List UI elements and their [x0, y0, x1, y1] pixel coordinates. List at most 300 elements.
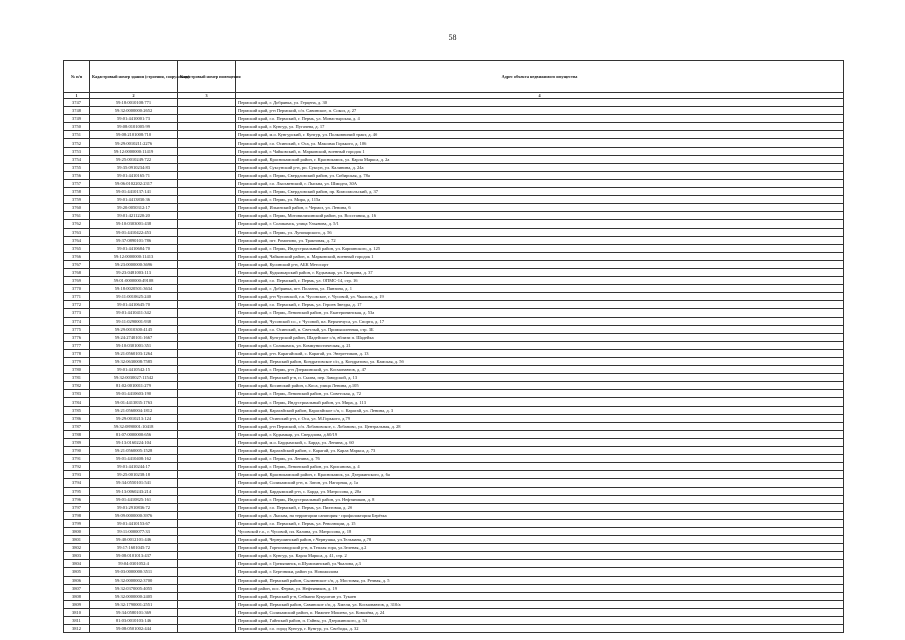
row-number-cell: 3780 — [64, 366, 90, 374]
address-cell: Пермский край, г.о. Пермский, г. Пермь, ул. Героев Звезды, д. 17 — [236, 301, 844, 309]
address-cell: Пермский край, р-н. Карагайский, с. Карагай, ул. Энергетиков, д. 13 — [236, 349, 844, 357]
cadastral-number-cell: 59:32:0890001:10418 — [90, 422, 178, 430]
table-row — [64, 236, 844, 244]
cadastral-number-cell: 59:17:1601045:72 — [90, 544, 178, 552]
table-row — [64, 438, 844, 446]
room-cadastral-cell — [178, 107, 236, 115]
row-number-cell: 3811 — [64, 617, 90, 625]
cadastral-number-cell: 59:25:0010249:722 — [90, 155, 178, 163]
row-number-cell: 3785 — [64, 406, 90, 414]
row-number-cell: 3748 — [64, 107, 90, 115]
table-row — [64, 519, 844, 527]
row-number-cell: 3784 — [64, 398, 90, 406]
room-cadastral-cell — [178, 625, 236, 633]
address-cell: Пермский край, г. Кунгур, ул. Пугачева, д. 17 — [236, 123, 844, 131]
address-cell: Пермский край, Карагайский район, Карагайское с/п, с. Карагай, ул. Ленина, д. 3 — [236, 406, 844, 414]
row-number-cell: 3750 — [64, 123, 90, 131]
cadastral-number-cell: 59:32:0030027:11542 — [90, 374, 178, 382]
cadastral-number-cell: 59:21:0560004:1812 — [90, 406, 178, 414]
address-cell: Пермский край, г. Пермь, ул. Мира, д. 115а — [236, 196, 844, 204]
address-cell: Пермский край, г. Гремячинск, п.Шумихинский, ул.Чкалова, д.3 — [236, 560, 844, 568]
table-row — [64, 115, 844, 123]
room-cadastral-cell — [178, 519, 236, 527]
cadastral-number-cell: 59:01:4410684:70 — [90, 244, 178, 252]
room-cadastral-cell — [178, 592, 236, 600]
table-row — [64, 131, 844, 139]
table-row — [64, 617, 844, 625]
cadastral-number-cell: 59:13:0160224:104 — [90, 438, 178, 446]
table-row — [64, 406, 844, 414]
row-number-cell: 3810 — [64, 608, 90, 616]
room-cadastral-cell — [178, 163, 236, 171]
cadastral-number-cell: 59:18:0010108:771 — [90, 99, 178, 107]
address-cell: Пермский край, г. Пермь, Свердловский район, ул. Сибирская, д. 78а — [236, 171, 844, 179]
table-row — [64, 536, 844, 544]
cadastral-number-cell: 59:01:4413830:36 — [90, 196, 178, 204]
row-number-cell: 3773 — [64, 309, 90, 317]
row-number-cell: 3802 — [64, 544, 90, 552]
table-row — [64, 244, 844, 252]
address-cell: Пермский край, Пермский р-н, Сейкино Кукуштан ул. Тукаев — [236, 592, 844, 600]
table-row — [64, 600, 844, 608]
room-cadastral-cell — [178, 552, 236, 560]
table-row — [64, 560, 844, 568]
row-number-cell: 3807 — [64, 584, 90, 592]
table-row — [64, 268, 844, 276]
row-number-cell: 3772 — [64, 301, 90, 309]
address-cell: Пермский край, Горнозаводский р-н, п.Теплая гора, ул.Зеленая, д.2 — [236, 544, 844, 552]
table-row — [64, 398, 844, 406]
cadastral-number-cell: 59:01:2910836:72 — [90, 503, 178, 511]
address-cell: Пермский край, Пермский район, Сылвенское с/п, д. Мостовая, ул. Речная, д. 5 — [236, 576, 844, 584]
row-number-cell: 3806 — [64, 576, 90, 584]
cadastral-number-cell: 59:01:4410825:161 — [90, 495, 178, 503]
cadastral-number-cell: 59:01:4211220:20 — [90, 212, 178, 220]
address-cell: Пермский край, г.о. Пермский, г. Пермь, ул. ОПМС-14, стр. 16 — [236, 277, 844, 285]
row-number-cell: 3752 — [64, 139, 90, 147]
cadastral-number-cell: 59:01:4410165:71 — [90, 171, 178, 179]
address-cell: Пермский край, г. Добрянка, пгт. Полазна, ул. Пянзина, д. 1 — [236, 285, 844, 293]
room-cadastral-cell — [178, 495, 236, 503]
table-row — [64, 123, 844, 131]
cadastral-number-cell: 59:29:0010213:124 — [90, 414, 178, 422]
room-cadastral-cell — [178, 390, 236, 398]
row-number-cell: 3749 — [64, 115, 90, 123]
room-cadastral-cell — [178, 188, 236, 196]
row-number-cell: 3792 — [64, 463, 90, 471]
table-row — [64, 382, 844, 390]
address-cell: Пермский край, г. Пермь, Индустриальный район, ул. Мира, д. 113 — [236, 398, 844, 406]
room-cadastral-cell — [178, 414, 236, 422]
row-number-cell: 3788 — [64, 430, 90, 438]
room-cadastral-cell — [178, 196, 236, 204]
cadastral-number-cell: 81:02:0010011:279 — [90, 382, 178, 390]
header-row-number: № п/п — [64, 61, 90, 93]
address-cell: Пермский край, г. Соликамск, улица Ульянова, д. 5/1 — [236, 220, 844, 228]
room-cadastral-cell — [178, 358, 236, 366]
table-row — [64, 333, 844, 341]
room-cadastral-cell — [178, 398, 236, 406]
address-cell: Пермский край, г.о. Пермский, г. Пермь, ул. Пихтовая, д. 2б — [236, 503, 844, 511]
room-cadastral-cell — [178, 139, 236, 147]
cadastral-number-cell: 59:23:0000000:3696 — [90, 260, 178, 268]
table-row — [64, 317, 844, 325]
row-number-cell: 3805 — [64, 568, 90, 576]
row-number-cell: 3757 — [64, 179, 90, 187]
row-number-cell: 3809 — [64, 600, 90, 608]
room-cadastral-cell — [178, 155, 236, 163]
address-cell: Пермский край, г. Пермь, Индустриальный район, ул. Нефтяников, д. 8 — [236, 495, 844, 503]
table-row — [64, 511, 844, 519]
room-cadastral-cell — [178, 123, 236, 131]
room-cadastral-cell — [178, 584, 236, 592]
address-cell: Пермский край, г.о. Пермский, г. Пермь, ул. Революции, д. 15 — [236, 519, 844, 527]
cadastral-number-cell: 59:11:0290001:938 — [90, 317, 178, 325]
cadastral-number-cell: 59:10:0301001:351 — [90, 341, 178, 349]
row-number-cell: 3796 — [64, 495, 90, 503]
table-row — [64, 349, 844, 357]
address-cell: Пермский край, м.о. Бардымский, с. Барда, ул. Ленина, д. 60 — [236, 438, 844, 446]
address-cell: Пермский край, Кунгурский район, Шадейское с/п, вблизи п. Шадейка — [236, 333, 844, 341]
column-number-3: 3 — [178, 93, 236, 99]
table-row — [64, 447, 844, 455]
cadastral-number-cell: 59:09:0000000:3976 — [90, 511, 178, 519]
address-cell: Пермский край, г. Чайковский, п. Марковский, военный городок 1 — [236, 147, 844, 155]
row-number-cell: 3812 — [64, 625, 90, 633]
table-row — [64, 576, 844, 584]
cadastral-number-cell: 59:01:4410001:73 — [90, 115, 178, 123]
address-cell: Пермский край, Бардымский р-н, с. Барда, ул. Матросова, д. 20а — [236, 487, 844, 495]
cadastral-number-cell: 59:24:2740101:1667 — [90, 333, 178, 341]
room-cadastral-cell — [178, 455, 236, 463]
row-number-cell: 3782 — [64, 382, 90, 390]
table-row — [64, 139, 844, 147]
cadastral-number-cell: 59:01:4413835:1763 — [90, 398, 178, 406]
room-cadastral-cell — [178, 171, 236, 179]
address-cell: Пермский край, Соликамский р-н, п. Затон, ул. Нагорная, д. 1а — [236, 479, 844, 487]
row-number-cell: 3763 — [64, 228, 90, 236]
room-cadastral-cell — [178, 487, 236, 495]
room-cadastral-cell — [178, 349, 236, 357]
table-row — [64, 422, 844, 430]
room-cadastral-cell — [178, 479, 236, 487]
cadastral-number-cell: 59:34:0580101:369 — [90, 608, 178, 616]
row-number-cell: 3771 — [64, 293, 90, 301]
cadastral-number-cell: 59:01:4410542:15 — [90, 366, 178, 374]
table-row — [64, 163, 844, 171]
address-cell: Пермский край, Чайковский район, п. Марковский, военный городок 1 — [236, 252, 844, 260]
row-number-cell: 3789 — [64, 438, 90, 446]
cadastral-number-cell: 59:29:0010300:4145 — [90, 325, 178, 333]
address-cell: Пермский край, г. Березники, район ул. Новожилова — [236, 568, 844, 576]
address-cell: Пермский край, г. Пермь, Ленинский район, ул. Крисанова, д. 4 — [236, 463, 844, 471]
address-cell: Пермский край, г. Соликамск, ул. Коммунистическая, д. 21 — [236, 341, 844, 349]
header-cadastral-building: Кадастровый номер здания (строения, сооружения) — [90, 61, 178, 93]
cadastral-number-cell: 59:01:4410411:342 — [90, 309, 178, 317]
room-cadastral-cell — [178, 382, 236, 390]
cadastral-number-cell: 59:08:0501002:444 — [90, 625, 178, 633]
address-cell: Пермский край, г. Пермь, Ленинский район, ул. Советская, д. 72 — [236, 390, 844, 398]
table-row — [64, 374, 844, 382]
room-cadastral-cell — [178, 260, 236, 268]
row-number-cell: 3758 — [64, 188, 90, 196]
table-row — [64, 463, 844, 471]
address-cell: Пермский край, г.о. Осинский, г. Оса, ул. Максима Горького, д. 106 — [236, 139, 844, 147]
cadastral-number-cell: 59:32:0370005:4055 — [90, 584, 178, 592]
table-row — [64, 188, 844, 196]
cadastral-number-cell: 59:32:0000000:2405 — [90, 592, 178, 600]
address-cell: Пермский край, пгт. Ромоново, ул. Трактовая, д. 72 — [236, 236, 844, 244]
room-cadastral-cell — [178, 220, 236, 228]
table-row — [64, 252, 844, 260]
room-cadastral-cell — [178, 430, 236, 438]
table-row — [64, 527, 844, 535]
room-cadastral-cell — [178, 471, 236, 479]
row-number-cell: 3768 — [64, 268, 90, 276]
room-cadastral-cell — [178, 115, 236, 123]
address-cell: Пермский край, г.о. Пермский, г. Пермь, ул. Монастырская, д. 4 — [236, 115, 844, 123]
row-number-cell: 3798 — [64, 511, 90, 519]
property-registry-table — [63, 60, 844, 633]
room-cadastral-cell — [178, 325, 236, 333]
address-cell: Пермский край, г.о. город Кунгур, г. Кунгур, ул. Свободы, д. 32 — [236, 625, 844, 633]
table-row — [64, 487, 844, 495]
row-number-cell: 3783 — [64, 390, 90, 398]
table-row — [64, 293, 844, 301]
room-cadastral-cell — [178, 236, 236, 244]
table-header-row — [64, 61, 844, 93]
address-cell: Пермский край, Суксунский р-н, рп. Суксун, ул. Калинина, д. 24а — [236, 163, 844, 171]
cadastral-number-cell: 59:01:4410408:162 — [90, 455, 178, 463]
cadastral-number-cell: 59:11:0010625:240 — [90, 293, 178, 301]
address-cell: Пермский край, г. Добрянка, ул. Герцена, д. 30 — [236, 99, 844, 107]
room-cadastral-cell — [178, 608, 236, 616]
table-row — [64, 99, 844, 107]
address-cell: Пермский край, Гайнский район, п. Гайны, ул. Дзержинского, д. 54 — [236, 617, 844, 625]
row-number-cell: 3762 — [64, 220, 90, 228]
cadastral-number-cell: 59:01:4410137:141 — [90, 188, 178, 196]
address-cell: Пермский край, г. Лысьва, на территории санатория - профилактория Берёзка — [236, 511, 844, 519]
room-cadastral-cell — [178, 293, 236, 301]
room-cadastral-cell — [178, 617, 236, 625]
room-cadastral-cell — [178, 317, 236, 325]
table-row — [64, 455, 844, 463]
header-cadastral-room: Кадастровый номер помещения — [178, 61, 236, 93]
room-cadastral-cell — [178, 447, 236, 455]
table-row — [64, 414, 844, 422]
cadastral-number-cell: 59:35:0910234:83 — [90, 163, 178, 171]
row-number-cell: 3754 — [64, 155, 90, 163]
address-cell: Пермский край, м.о. Кунгурский, г. Кунгур, ул. Полковничий тракт, д. 4б — [236, 131, 844, 139]
room-cadastral-cell — [178, 568, 236, 576]
address-cell: Чусовской г.о., г. Чусовой, пл. Калина, ул. Матросова, д. 18 — [236, 527, 844, 535]
row-number-cell: 3793 — [64, 471, 90, 479]
room-cadastral-cell — [178, 406, 236, 414]
cadastral-number-cell: 59:10:0303001:438 — [90, 220, 178, 228]
cadastral-number-cell: 59:08:0101005:99 — [90, 123, 178, 131]
room-cadastral-cell — [178, 131, 236, 139]
address-cell: Пермский край, г. Пермь, ул. Луначарского, д. 56 — [236, 228, 844, 236]
address-cell: Пермский край, г.о. Осинский, п. Светлый, ул. Промышленная, стр. 3Б — [236, 325, 844, 333]
cadastral-number-cell: 81:03:0010103:146 — [90, 617, 178, 625]
room-cadastral-cell — [178, 212, 236, 220]
cadastral-number-cell: 59:03:0000000:3511 — [90, 568, 178, 576]
row-number-cell: 3779 — [64, 358, 90, 366]
address-cell: Пермский край, Чернушинский район, г.Чернушка, ул.Тельмана, д.78 — [236, 536, 844, 544]
address-cell: Пермский край, г. Пермь, Ленинский район, ул. Екатерининская, д. 53а — [236, 309, 844, 317]
row-number-cell: 3795 — [64, 487, 90, 495]
table-row — [64, 568, 844, 576]
address-cell: Пермский край, г. Пермь, р-н Дзержинский, ул. Космонавтов, д. 47 — [236, 366, 844, 374]
room-cadastral-cell — [178, 228, 236, 236]
room-cadastral-cell — [178, 536, 236, 544]
row-number-cell: 3755 — [64, 163, 90, 171]
room-cadastral-cell — [178, 503, 236, 511]
address-cell: Пермский край, Чусовской г.о., г. Чусовой, пл. Верхнечуса, ул. Спорта, д. 17 — [236, 317, 844, 325]
table-row — [64, 552, 844, 560]
row-number-cell: 3803 — [64, 552, 90, 560]
address-cell: Пермский край, Краснокамский район, г. Краснокамск, ул. Карла Маркса, д. 2а — [236, 155, 844, 163]
room-cadastral-cell — [178, 544, 236, 552]
row-number-cell: 3790 — [64, 447, 90, 455]
address-cell: Пермский край, р-н Чусовской, г.п. Чусовское, г. Чусовой, ул. Чкалова, д. 19 — [236, 293, 844, 301]
row-number-cell: 3765 — [64, 244, 90, 252]
room-cadastral-cell — [178, 576, 236, 584]
row-number-cell: 3774 — [64, 317, 90, 325]
table-row — [64, 301, 844, 309]
table-row — [64, 430, 844, 438]
room-cadastral-cell — [178, 277, 236, 285]
cadastral-number-cell: 59:12:0000000:11413 — [90, 252, 178, 260]
row-number-cell: 3766 — [64, 252, 90, 260]
table-row — [64, 204, 844, 212]
cadastral-number-cell: 59:40:0012101:446 — [90, 536, 178, 544]
address-cell: Пермский край, г. Пермь, Свердловский район, пр. Комсомольский, д. 37 — [236, 188, 844, 196]
cadastral-number-cell: 59:11:0000077:33 — [90, 527, 178, 535]
cadastral-number-cell: 59:25:0010238:18 — [90, 471, 178, 479]
table-row — [64, 309, 844, 317]
column-number-4: 4 — [236, 93, 844, 99]
row-number-cell: 3778 — [64, 349, 90, 357]
row-number-cell: 3760 — [64, 204, 90, 212]
address-cell: Пермский край, Пермский район, Савинское с/п, д. Хмели, ул. Космонавтов, д. 310/а — [236, 600, 844, 608]
table-row — [64, 495, 844, 503]
address-cell: Пермский край, Пермский р-н, п. Сылва, пер. Заводской, д. 13 — [236, 374, 844, 382]
cadastral-number-cell: 59:13:0060243:214 — [90, 487, 178, 495]
cadastral-number-cell: 59:29:0010211:2276 — [90, 139, 178, 147]
cadastral-number-cell: 59:01:4410645:70 — [90, 301, 178, 309]
cadastral-number-cell: 59:37:0890101:786 — [90, 236, 178, 244]
room-cadastral-cell — [178, 438, 236, 446]
cadastral-number-cell: 59:01:4410153:67 — [90, 519, 178, 527]
cadastral-number-cell: 59:20:0050312:17 — [90, 204, 178, 212]
table-row — [64, 544, 844, 552]
row-number-cell: 3799 — [64, 519, 90, 527]
table-row — [64, 260, 844, 268]
cadastral-number-cell: 59:08:2101008:710 — [90, 131, 178, 139]
address-cell: Пермский край, Кудымкарский район, г. Кудымкар, ул. Гагарина, д. 37 — [236, 268, 844, 276]
room-cadastral-cell — [178, 285, 236, 293]
cadastral-number-cell: 59:34:0550101:541 — [90, 479, 178, 487]
cadastral-number-cell: 59:01:0000000:49108 — [90, 277, 178, 285]
table-row — [64, 212, 844, 220]
page-number: 58 — [448, 33, 457, 42]
address-cell: Пермский край, Кусинский р-н, АБК Метосорт — [236, 260, 844, 268]
cadastral-number-cell: 59:23:0481003:113 — [90, 268, 178, 276]
room-cadastral-cell — [178, 600, 236, 608]
address-cell: Пермский край, Осинский р-н, г. Оса, ул. М.Горького, д.79 — [236, 414, 844, 422]
row-number-cell: 3804 — [64, 560, 90, 568]
table-row — [64, 358, 844, 366]
row-number-cell: 3747 — [64, 99, 90, 107]
table-row — [64, 471, 844, 479]
room-cadastral-cell — [178, 268, 236, 276]
room-cadastral-cell — [178, 422, 236, 430]
cadastral-number-cell: 59:18:0020501:3634 — [90, 285, 178, 293]
address-cell: Пермский край, г. Кудымкар, ул. Свердлова, д.60/19 — [236, 430, 844, 438]
table-row — [64, 592, 844, 600]
address-cell: Пермский край, г. Пермь, Индустриальный район, ул. Карпинского, д. 125 — [236, 244, 844, 252]
row-number-cell: 3794 — [64, 479, 90, 487]
row-number-cell: 3770 — [64, 285, 90, 293]
row-number-cell: 3791 — [64, 455, 90, 463]
cadastral-number-cell: 59:04:0301052:4 — [90, 560, 178, 568]
table-row — [64, 366, 844, 374]
column-number-1: 1 — [64, 93, 90, 99]
table-row — [64, 390, 844, 398]
row-number-cell: 3756 — [64, 171, 90, 179]
address-cell: Пермский край, г.о. Лысьвенский, г. Лысьва, ул. Шмидта, 30А — [236, 179, 844, 187]
cadastral-number-cell: 59:21:0560005:1528 — [90, 447, 178, 455]
address-cell: Пермский край, г. Кунгур, ул. Карла Маркса, д. 41, стр. 2 — [236, 552, 844, 560]
cadastral-number-cell: 59:32:0000002:3700 — [90, 576, 178, 584]
room-cadastral-cell — [178, 301, 236, 309]
table-row — [64, 503, 844, 511]
row-number-cell: 3801 — [64, 536, 90, 544]
row-number-cell: 3775 — [64, 325, 90, 333]
row-number-cell: 3777 — [64, 341, 90, 349]
cadastral-number-cell: 81:07:0000000:656 — [90, 430, 178, 438]
row-number-cell: 3751 — [64, 131, 90, 139]
room-cadastral-cell — [178, 99, 236, 107]
table-row — [64, 107, 844, 115]
table-row — [64, 608, 844, 616]
cadastral-number-cell: 59:32:1790001:2551 — [90, 600, 178, 608]
table-row — [64, 285, 844, 293]
table-row — [64, 277, 844, 285]
address-cell: Пермский край, р-н Пермский, с/п. Савинское, п. Сокол, д. 27 — [236, 107, 844, 115]
row-number-cell: 3781 — [64, 374, 90, 382]
row-number-cell: 3786 — [64, 414, 90, 422]
table-row — [64, 179, 844, 187]
address-cell: Пермский край, г. Пермь, Мотовилихинский район, ул. Восстания, д. 16 — [236, 212, 844, 220]
address-cell: Пермский край, г. Пермь, ул. Ленина, д. 76 — [236, 455, 844, 463]
room-cadastral-cell — [178, 366, 236, 374]
table-row — [64, 325, 844, 333]
row-number-cell: 3764 — [64, 236, 90, 244]
cadastral-number-cell: 59:01:4410603:190 — [90, 390, 178, 398]
room-cadastral-cell — [178, 244, 236, 252]
table-row — [64, 228, 844, 236]
column-number-2: 2 — [90, 93, 178, 99]
cadastral-number-cell: 59:21:0560103:1264 — [90, 349, 178, 357]
room-cadastral-cell — [178, 560, 236, 568]
cadastral-number-cell: 59:08:0101013:437 — [90, 552, 178, 560]
header-address: Адрес объекта недвижимого имущества — [236, 61, 844, 93]
table-row — [64, 341, 844, 349]
address-cell: Пермский край, Пермский район, Кондратовское с/п, д. Кондратово, ул. Камская, д. 5б — [236, 358, 844, 366]
table-row — [64, 625, 844, 633]
